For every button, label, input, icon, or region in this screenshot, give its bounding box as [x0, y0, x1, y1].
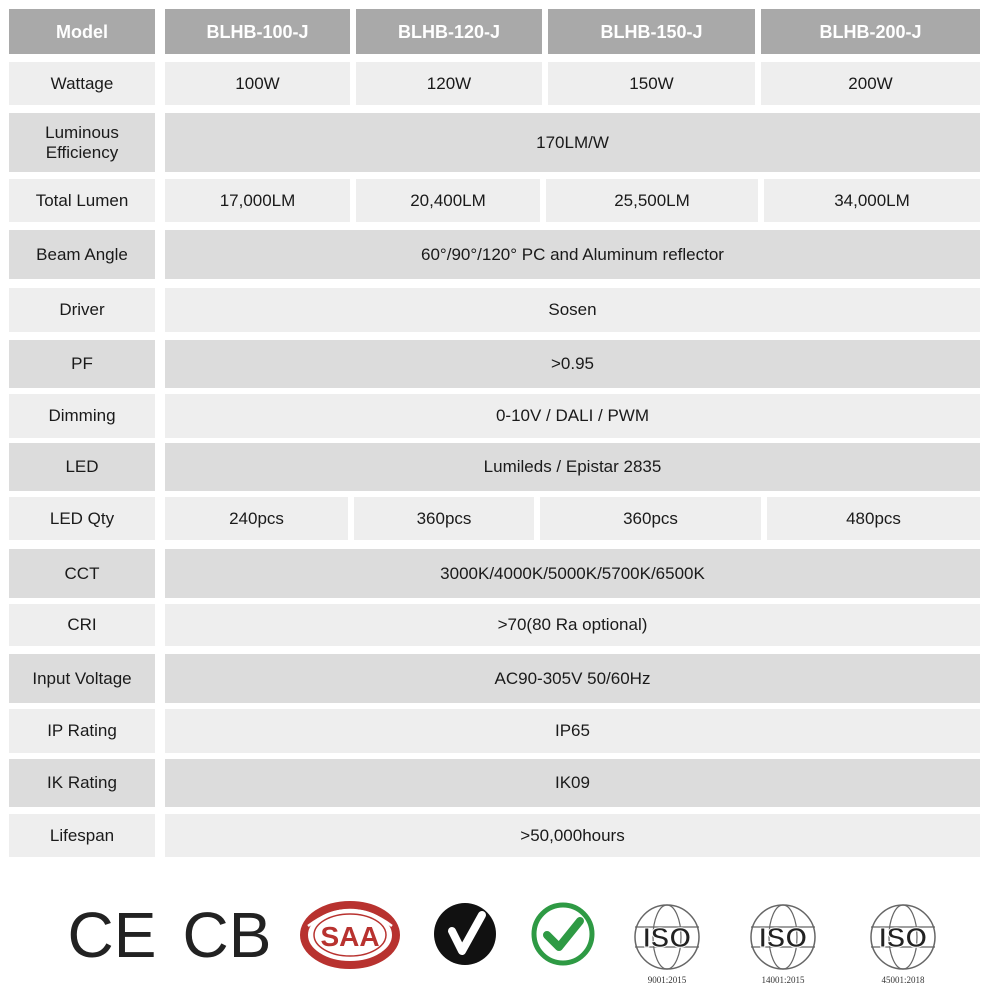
svg-text:CE: CE	[67, 899, 157, 971]
iso-9001-icon	[622, 893, 712, 985]
input-voltage-value: AC90-305V 50/60Hz	[165, 654, 980, 703]
pf-value: >0.95	[165, 340, 980, 388]
luminous-efficiency-value: 170LM/W	[165, 113, 980, 172]
header-model-4: BLHB-200-J	[761, 9, 980, 54]
svg-text:9001:2015: 9001:2015	[647, 975, 687, 985]
svg-text:ISO: ISO	[878, 922, 928, 953]
ce-mark-icon	[67, 899, 157, 971]
led-qty-value-3: 360pcs	[540, 497, 761, 540]
wattage-value-2: 120W	[356, 62, 542, 105]
wattage-value-4: 200W	[761, 62, 980, 105]
svg-text:SAA: SAA	[320, 921, 380, 952]
header-model-label: Model	[9, 9, 155, 54]
row-label-luminous-efficiency: Luminous Efficiency	[9, 113, 155, 172]
row-label-driver: Driver	[9, 288, 155, 332]
led-value: Lumileds / Epistar 2835	[165, 443, 980, 491]
row-label-beam-angle: Beam Angle	[9, 230, 155, 279]
ik-rating-value: IK09	[165, 759, 980, 807]
led-qty-value-4: 480pcs	[767, 497, 980, 540]
beam-angle-value: 60°/90°/120° PC and Aluminum reflector	[165, 230, 980, 279]
row-label-lifespan: Lifespan	[9, 814, 155, 857]
header-model-3: BLHB-150-J	[548, 9, 755, 54]
wattage-value-3: 150W	[548, 62, 755, 105]
svg-text:CB: CB	[182, 899, 272, 971]
header-model-1: BLHB-100-J	[165, 9, 350, 54]
certification-logos	[0, 885, 1000, 995]
rcm-mark-icon	[530, 901, 596, 967]
header-model-2: BLHB-120-J	[356, 9, 542, 54]
row-label-input-voltage: Input Voltage	[9, 654, 155, 703]
cct-value: 3000K/4000K/5000K/5700K/6500K	[165, 549, 980, 598]
driver-value: Sosen	[165, 288, 980, 332]
lifespan-value: >50,000hours	[165, 814, 980, 857]
wattage-value-1: 100W	[165, 62, 350, 105]
iso-45001-icon	[858, 893, 948, 985]
led-qty-value-1: 240pcs	[165, 497, 348, 540]
row-label-cri: CRI	[9, 604, 155, 646]
row-label-ip-rating: IP Rating	[9, 709, 155, 753]
cb-mark-icon	[182, 899, 272, 971]
row-label-wattage: Wattage	[9, 62, 155, 105]
total-lumen-value-3: 25,500LM	[546, 179, 758, 222]
dimming-value: 0-10V / DALI / PWM	[165, 394, 980, 438]
c-tick-mark-icon	[432, 901, 498, 967]
row-label-led-qty: LED Qty	[9, 497, 155, 540]
total-lumen-value-4: 34,000LM	[764, 179, 980, 222]
svg-text:ISO: ISO	[642, 922, 692, 953]
svg-text:14001:2015: 14001:2015	[761, 975, 805, 985]
svg-text:ISO: ISO	[758, 922, 808, 953]
row-label-total-lumen: Total Lumen	[9, 179, 155, 222]
row-label-pf: PF	[9, 340, 155, 388]
total-lumen-value-2: 20,400LM	[356, 179, 540, 222]
row-label-cct: CCT	[9, 549, 155, 598]
led-qty-value-2: 360pcs	[354, 497, 534, 540]
row-label-led: LED	[9, 443, 155, 491]
row-label-dimming: Dimming	[9, 394, 155, 438]
ip-rating-value: IP65	[165, 709, 980, 753]
svg-text:45001:2018: 45001:2018	[881, 975, 925, 985]
saa-mark-icon	[300, 900, 400, 970]
row-label-ik-rating: IK Rating	[9, 759, 155, 807]
cri-value: >70(80 Ra optional)	[165, 604, 980, 646]
iso-14001-icon	[738, 893, 828, 985]
total-lumen-value-1: 17,000LM	[165, 179, 350, 222]
